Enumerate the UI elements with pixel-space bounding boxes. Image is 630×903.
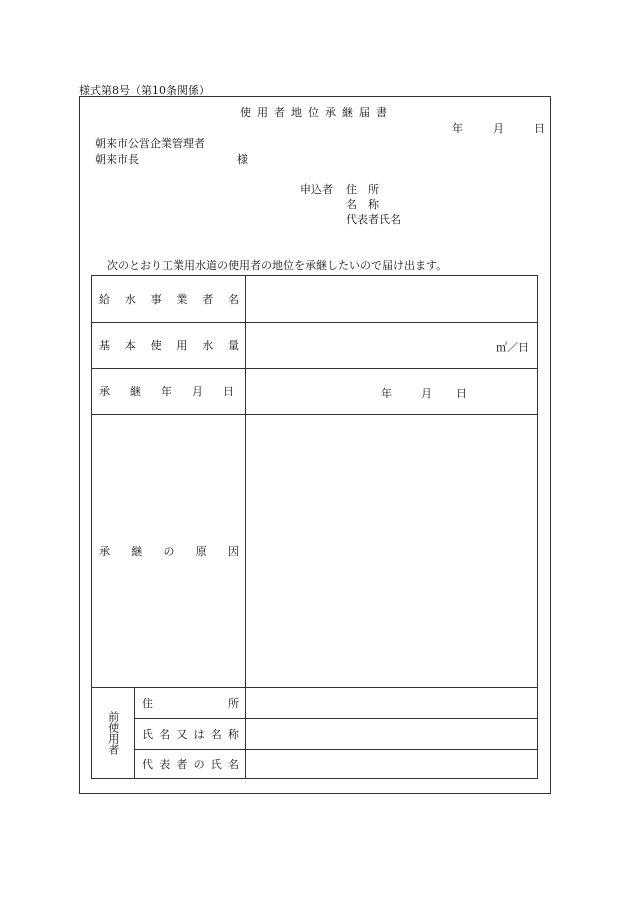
label-char: 又 [176,727,188,741]
label-char: 水 [202,339,214,352]
label-char: 水 [124,293,136,306]
prev-address-label [142,687,239,718]
intro-statement: 次のとおり工業用水道の使用者の地位を承継したいので届け出ます。 [107,259,448,272]
label-char: 使 [150,339,162,352]
notification-table [91,275,538,779]
label-char: 代 [142,757,153,771]
label-char: 名 [227,757,239,771]
label-char: 者 [202,293,214,306]
prev-name-field[interactable] [247,718,535,749]
applicant-label: 申込者 [300,183,333,196]
previous-user-label-text: 前使用者 [106,710,120,755]
supplier-label [99,276,239,322]
prev-rep-label [142,749,239,778]
label-char: 事 [150,293,162,306]
reason-label [99,414,239,687]
applicant-name-label: 名 称 [346,198,379,211]
volume-field[interactable] [247,322,535,368]
label-char: 基 [99,339,110,352]
succession-date-label-text: 承継年月日 [99,385,254,398]
label-char: 称 [227,727,239,741]
date-day: 日 [534,122,545,135]
succession-date-field[interactable] [247,368,535,414]
label-char: 名 [227,293,239,306]
label-char: 氏 [210,757,222,771]
label-char: 表 [159,757,171,771]
label-char: 量 [227,339,239,352]
succession-year: 年 [381,387,392,400]
label-char: 給 [99,293,110,306]
label-char: 継 [131,544,143,558]
label-char: 因 [228,544,239,558]
applicant-address-label: 住 所 [346,183,379,196]
volume-label [99,322,239,368]
label-char: 名 [210,727,222,741]
succession-date-label [99,368,254,414]
label-char: 用 [176,339,188,352]
label-char: の [193,757,205,771]
prev-rep-field[interactable] [247,749,535,778]
submission-date [452,120,545,136]
label-char: 名 [159,727,171,741]
label-char: 氏 [142,727,153,741]
volume-unit: ㎥／日 [496,341,529,354]
label-char: 者 [176,757,188,771]
label-char: 住 [142,696,153,710]
addressee-honorific: 様 [237,153,248,166]
addressee-line-2: 朝来市長 [95,153,139,166]
label-char: 業 [176,293,188,306]
date-month: 月 [493,122,504,135]
label-char: 本 [124,339,136,352]
reason-field[interactable] [247,414,535,687]
form-number-label: 様式第8号（第10条関係） [79,84,210,97]
date-year: 年 [452,122,463,135]
label-char: 承 [99,544,110,558]
previous-user-label [92,687,134,778]
label-char: 原 [195,544,207,558]
label-char: は [193,727,205,741]
supplier-field[interactable] [247,276,535,322]
label-char: の [163,544,175,558]
prev-address-field[interactable] [247,687,535,718]
succession-day: 日 [456,387,467,400]
document-title: 使用者地位承継届書 [240,106,393,119]
addressee-line-1: 朝来市公営企業管理者 [95,137,205,150]
prev-name-label [142,718,239,749]
label-char: 所 [228,696,239,710]
applicant-representative-label: 代表者氏名 [346,213,401,226]
succession-month: 月 [421,387,432,400]
